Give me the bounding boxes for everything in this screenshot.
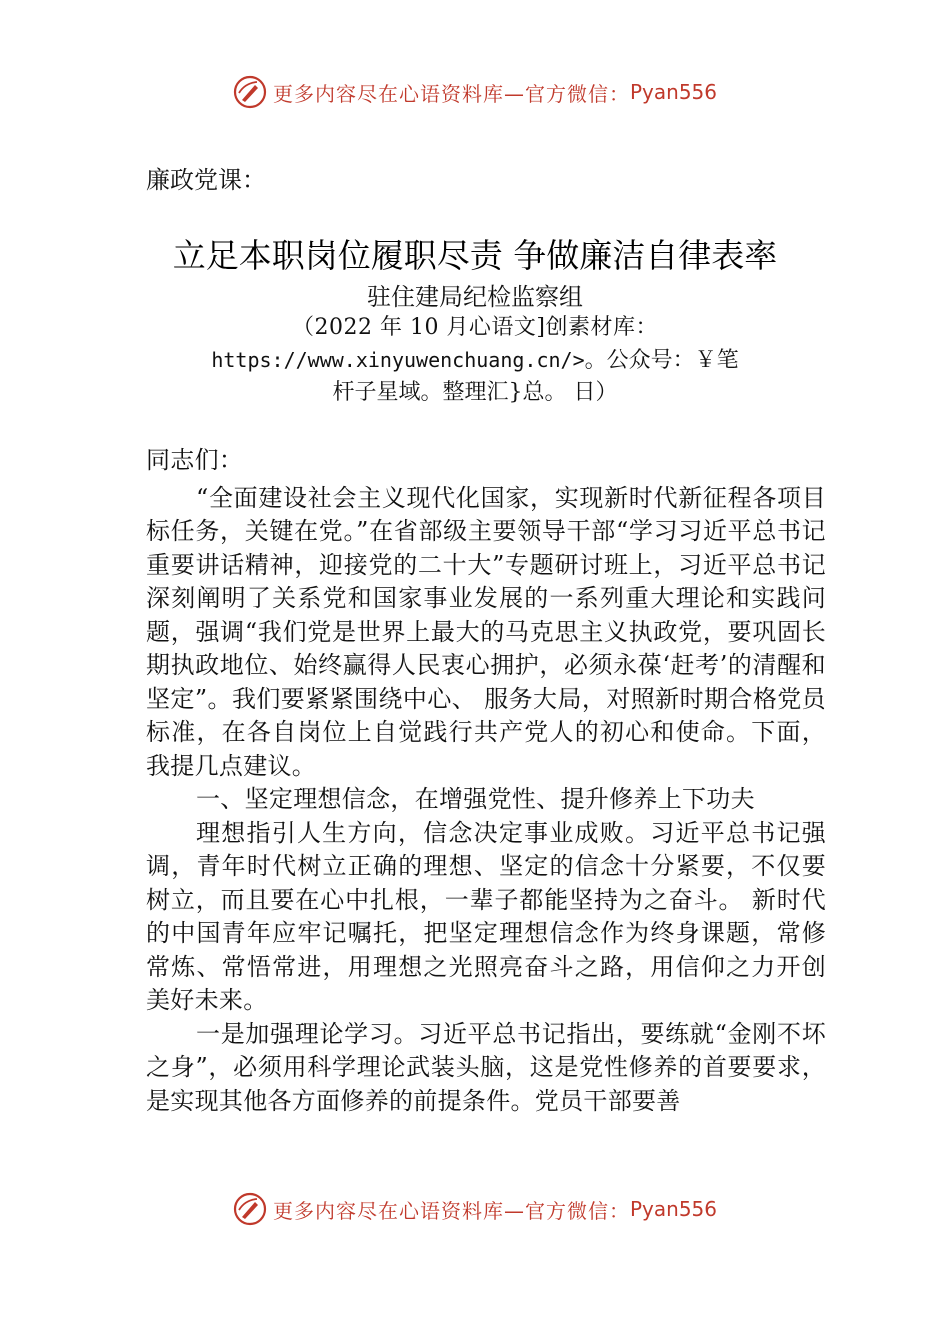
section-heading: 一、坚定理想信念，在增强党性、提升修养上下功夫 [196, 785, 755, 813]
banner-wechat-id: Pyan556 [629, 80, 717, 104]
banner-wechat-id: Pyan556 [629, 1197, 717, 1221]
pen-logo-icon [233, 1192, 267, 1226]
header-banner [0, 72, 950, 112]
document-title: 立足本职岗位履职尽责 争做廉洁自律表率 [172, 236, 778, 275]
source-note-line-3: 杆子星域。整理汇}总。 日） [332, 380, 618, 405]
paragraph: 一是加强理论学习。习近平总书记指出，要练就“金刚不坏之身”，必须用科学理论武装头脑，这是党性修养的首要要求，是实现其他各方面修养的前提条件。党员干部要善 [146, 1019, 826, 1115]
document-label: 廉政党课： [146, 166, 266, 194]
source-note-tail: 。公众号：￥笔 [584, 348, 739, 373]
source-url: https://www.xinyuwenchuang.cn/> [211, 348, 585, 372]
paragraph: 理想指引人生方向，信念决定事业成败。习近平总书记强调，青年时代树立正确的理想、坚定的信念十分紧要，不仅要树立，而且要在心中扎根，一辈子都能坚持为之奋斗。 新时代的中国青年应牢记嘱托，把坚定理想信念作为终身课题，常修常炼、常悟常进，用理想之光照亮奋斗之路，用信仰之力开创美好未来。 [146, 818, 826, 1014]
footer-banner [0, 1189, 950, 1229]
paragraph: “全面建设社会主义现代化国家，实现新时代新征程各项目标任务，关键在党。”在省部级主要领导干部“学习习近平总书记重要讲话精神，迎接党的二十大”专题研讨班上，习近平总书记深刻阐明了关系党和国家事业发展的一系列重大理论和实践问题，强调“我们党是世界上最大的马克思主义执政党，要巩固长期执政地位、始终赢得人民衷心拥护，必须永葆‘赶考’的清醒和坚定”。我们要紧紧围绕中心、 服务大局，对照新时期合格党员标准，在各自岗位上自觉践行共产党人的初心和使命。下面，我提几点建议。 [146, 483, 826, 780]
document-body [146, 444, 826, 1118]
source-note-line-2 [0, 344, 950, 377]
source-note-line-1: （2022 年 10 月心语文]创素材库： [291, 315, 659, 340]
document-subtitle: 驻住建局纪检监察组 [367, 283, 583, 311]
greeting: 同志们： [146, 446, 244, 474]
pen-logo-icon [233, 75, 267, 109]
banner-text: 更多内容尽在心语资料库—官方微信： [272, 81, 630, 106]
banner-text: 更多内容尽在心语资料库—官方微信： [272, 1198, 630, 1223]
source-note [0, 312, 950, 409]
